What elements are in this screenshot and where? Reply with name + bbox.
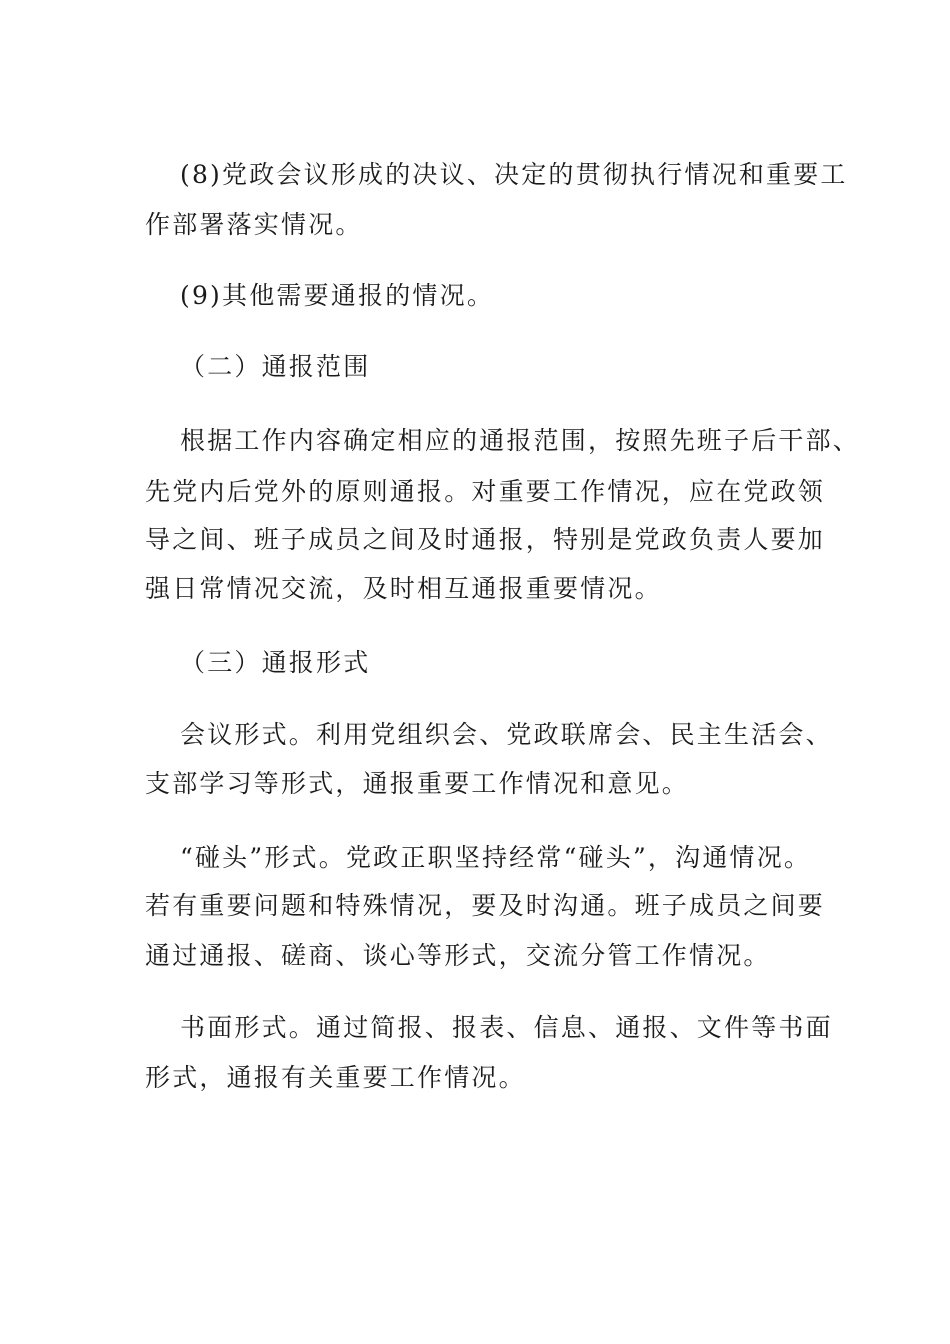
section-3-heading: （三）通报形式 [180, 648, 371, 677]
item-9-line-1: (9)其他需要通报的情况。 [180, 281, 495, 310]
section-2-para-line-4: 强日常情况交流，及时相互通报重要情况。 [145, 574, 662, 603]
meeting-form-line-1: 会议形式。利用党组织会、党政联席会、民主生活会、 [180, 720, 833, 749]
contact-form-line-1: “碰头”形式。党政正职坚持经常“碰头”，沟通情况。 [180, 843, 812, 872]
section-2-para-line-3: 导之间、班子成员之间及时通报，特别是党政负责人要加 [145, 525, 826, 554]
meeting-form-line-2: 支部学习等形式，通报重要工作情况和意见。 [145, 769, 690, 798]
written-form-line-1: 书面形式。通过简报、报表、信息、通报、文件等书面 [180, 1013, 833, 1042]
section-2-para-line-2: 先党内后党外的原则通报。对重要工作情况，应在党政领 [145, 477, 826, 506]
written-form-line-2: 形式，通报有关重要工作情况。 [145, 1063, 526, 1092]
contact-form-line-3: 通过通报、磋商、谈心等形式，交流分管工作情况。 [145, 941, 771, 970]
section-2-heading: （二）通报范围 [180, 352, 371, 381]
item-8-line-1: (8)党政会议形成的决议、决定的贯彻执行情况和重要工 [180, 160, 848, 189]
contact-form-line-2: 若有重要问题和特殊情况，要及时沟通。班子成员之间要 [145, 891, 826, 920]
item-8-line-2: 作部署落实情况。 [145, 210, 363, 239]
section-2-para-line-1: 根据工作内容确定相应的通报范围，按照先班子后干部、 [180, 426, 861, 455]
